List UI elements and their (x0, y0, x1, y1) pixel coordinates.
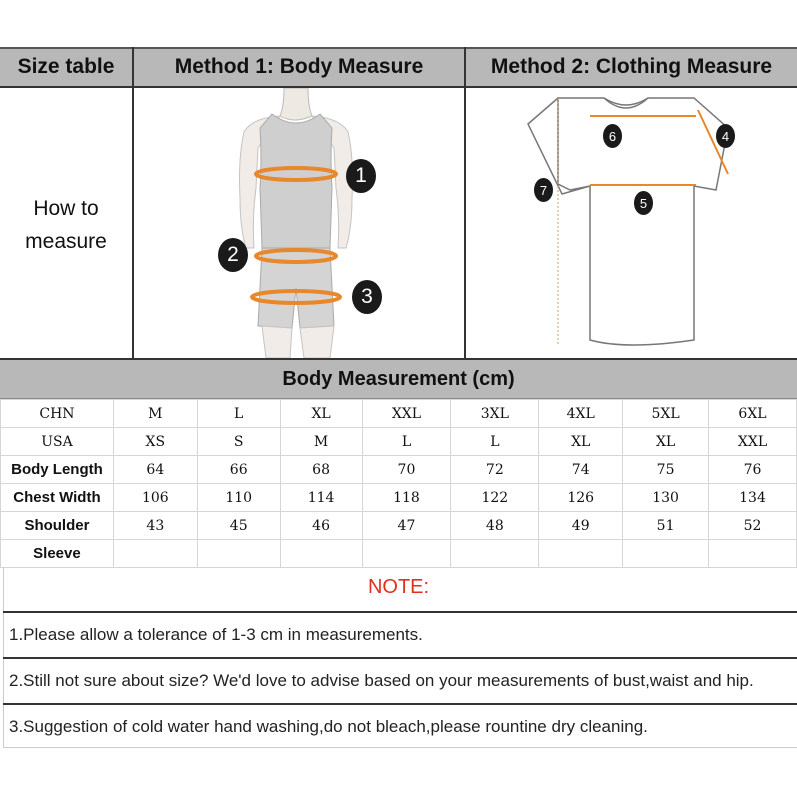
table-cell: L (451, 428, 539, 456)
how-to-measure-label (0, 192, 132, 258)
marker-3: 3 (352, 280, 382, 314)
marker-4: 4 (716, 124, 735, 148)
table-cell: S (197, 428, 280, 456)
table-row (1, 400, 797, 428)
row-label: Chest Width (1, 484, 114, 512)
table-cell: 4XL (539, 400, 623, 428)
table-cell: M (280, 428, 362, 456)
table-cell: XL (623, 428, 709, 456)
table-cell: 47 (362, 512, 451, 540)
note-title: NOTE: (367, 576, 430, 598)
table-cell: 66 (197, 456, 280, 484)
table-cell: 70 (362, 456, 451, 484)
marker-7: 7 (534, 178, 553, 202)
marker-6: 6 (603, 124, 622, 148)
table-cell: L (197, 400, 280, 428)
table-cell: 68 (280, 456, 362, 484)
table-cell: 6XL (709, 400, 797, 428)
row-label: USA (1, 428, 114, 456)
header-method2: Method 2: Clothing Measure (466, 48, 797, 86)
row-label: Body Length (1, 456, 114, 484)
note-line-3: 3.Suggestion of cold water hand washing,do not bleach,please rountine dry cleaning. (3, 703, 797, 749)
marker-1: 1 (346, 159, 376, 193)
table-cell: XL (280, 400, 362, 428)
table-cell: 130 (623, 484, 709, 512)
table-row (1, 428, 797, 456)
table-cell: 106 (113, 484, 197, 512)
table-cell: 5XL (623, 400, 709, 428)
table-cell: 72 (451, 456, 539, 484)
table-cell: XXL (362, 400, 451, 428)
table-cell: 74 (539, 456, 623, 484)
table-row (1, 512, 797, 540)
row-label: Shoulder (1, 512, 114, 540)
note-line-2: 2.Still not sure about size? We'd love to advise based on your measurements of bust,waist and hip. (3, 657, 797, 703)
table-cell: XXL (709, 428, 797, 456)
table-row (1, 484, 797, 512)
table-cell: 46 (280, 512, 362, 540)
table-cell: 76 (709, 456, 797, 484)
table-cell (362, 540, 451, 568)
marker-2: 2 (218, 238, 248, 272)
table-cell: 48 (451, 512, 539, 540)
table-cell: XS (113, 428, 197, 456)
table-cell: XL (539, 428, 623, 456)
table-cell: 43 (113, 512, 197, 540)
table-cell: 52 (709, 512, 797, 540)
marker-5: 5 (634, 191, 653, 215)
section-title-body-measurement: Body Measurement (cm) (0, 360, 797, 398)
table-cell (451, 540, 539, 568)
table-cell: 64 (113, 456, 197, 484)
table-cell (539, 540, 623, 568)
table-cell (623, 540, 709, 568)
table-cell (113, 540, 197, 568)
table-cell: 110 (197, 484, 280, 512)
table-row (1, 540, 797, 568)
table-cell: 126 (539, 484, 623, 512)
row-label: Sleeve (1, 540, 114, 568)
table-cell: M (113, 400, 197, 428)
table-cell (197, 540, 280, 568)
table-cell (709, 540, 797, 568)
how-to-line1: How to (33, 197, 99, 220)
table-cell: 3XL (451, 400, 539, 428)
table-cell: 49 (539, 512, 623, 540)
how-to-line2: measure (25, 230, 107, 253)
header-method1: Method 1: Body Measure (134, 48, 464, 86)
table-cell: 75 (623, 456, 709, 484)
table-cell: 114 (280, 484, 362, 512)
table-cell: 118 (362, 484, 451, 512)
table-cell: 45 (197, 512, 280, 540)
table-cell (280, 540, 362, 568)
table-cell: L (362, 428, 451, 456)
body-figure-illustration (134, 88, 464, 358)
table-cell: 122 (451, 484, 539, 512)
row-label: CHN (1, 400, 114, 428)
table-cell: 134 (709, 484, 797, 512)
size-table (0, 399, 797, 568)
tshirt-illustration (466, 88, 797, 358)
note-line-1: 1.Please allow a tolerance of 1-3 cm in measurements. (3, 611, 797, 657)
header-size-table: Size table (0, 48, 132, 86)
table-row (1, 456, 797, 484)
table-cell: 51 (623, 512, 709, 540)
